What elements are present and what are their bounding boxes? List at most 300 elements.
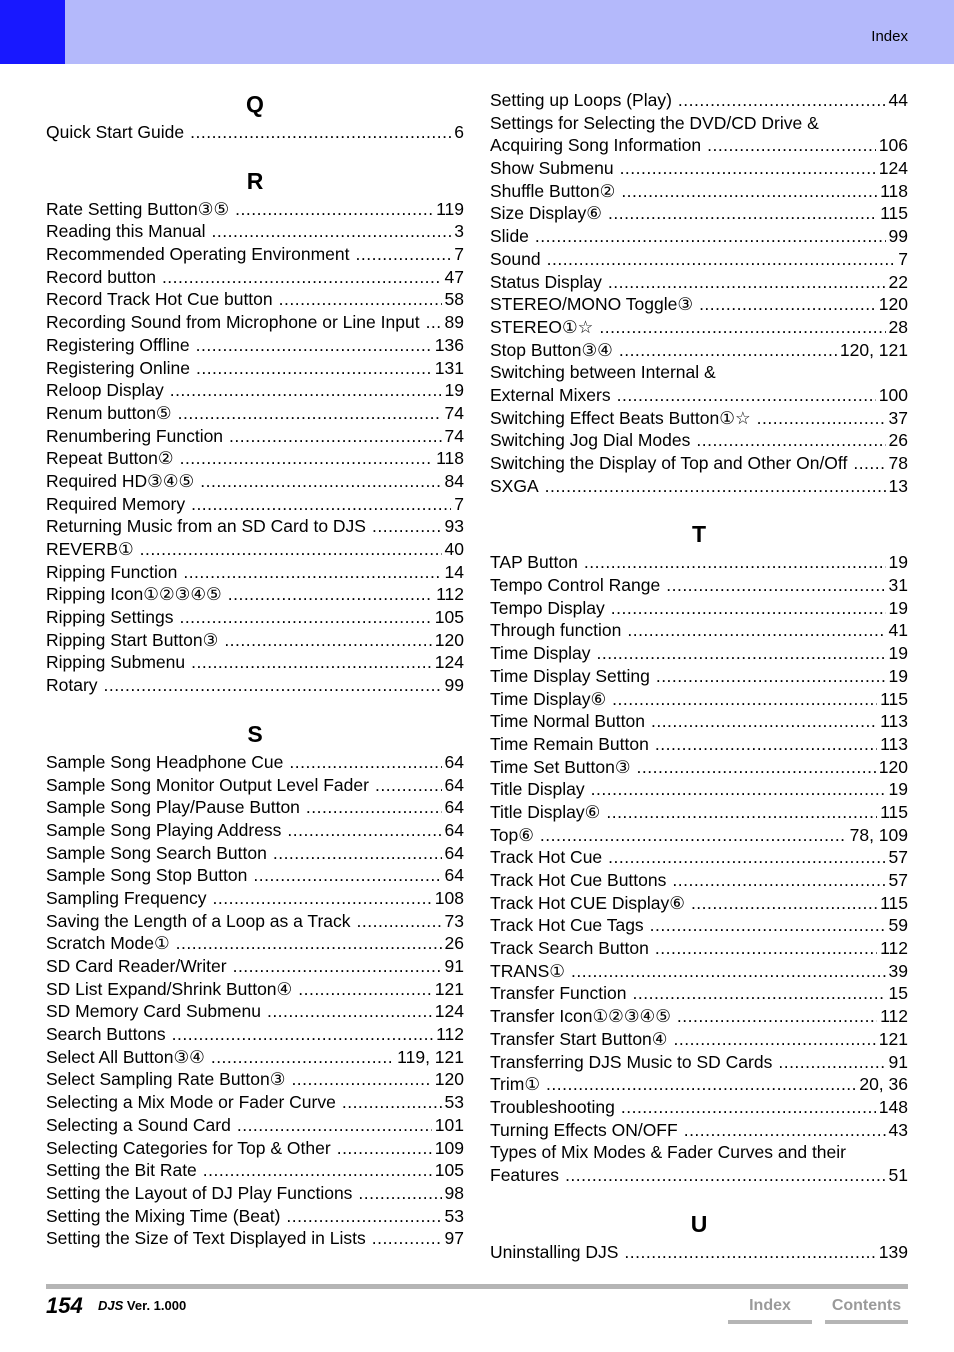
index-entry[interactable] [46, 425, 464, 448]
entry-page[interactable]: 40 [444, 539, 464, 559]
entry-term: Troubleshooting [490, 1096, 615, 1117]
dot-leader [358, 1182, 441, 1205]
index-entry[interactable] [46, 561, 464, 584]
entry-page[interactable]: 22 [888, 271, 908, 292]
entry-page[interactable]: 112 [880, 1006, 908, 1027]
entry-page[interactable]: 64 [444, 774, 464, 795]
entry-page[interactable]: 64 [444, 865, 464, 886]
entry-page[interactable]: 106 [878, 135, 908, 156]
entry-term: Selecting a Mix Mode or Fader Curve [46, 1092, 336, 1113]
index-entry[interactable] [46, 1205, 464, 1228]
entry-page[interactable]: 109 [434, 1137, 464, 1158]
dot-leader [237, 1114, 432, 1137]
dot-leader [279, 288, 442, 311]
dot-leader [672, 869, 885, 892]
entry-page[interactable]: 131 [434, 357, 464, 378]
entry-term: Stop Button③④ [490, 339, 613, 360]
dot-leader [196, 334, 432, 357]
entry-page[interactable]: 124 [434, 652, 464, 673]
index-entry[interactable] [490, 960, 908, 983]
entry-term: Time Display [490, 643, 591, 664]
entry-page[interactable]: 41 [888, 620, 908, 641]
entry-page[interactable]: 73 [444, 910, 464, 931]
dot-leader [191, 493, 451, 516]
entry-term: Status Display [490, 271, 602, 292]
index-entry[interactable] [46, 629, 464, 652]
index-entry[interactable] [490, 157, 908, 180]
entry-term: Time Set Button③ [490, 756, 631, 777]
entry-term: STEREO/MONO Toggle③ [490, 294, 694, 315]
dot-leader [191, 651, 432, 674]
version-label: Ver. 1.000 [126, 1298, 187, 1313]
entry-page[interactable]: 112 [436, 584, 464, 605]
dot-leader [699, 293, 876, 316]
entry-page[interactable]: 78 [888, 453, 908, 473]
entry-page[interactable]: 91 [444, 956, 464, 976]
entry-term: Renumbering Function [46, 425, 224, 446]
index-entry[interactable] [46, 819, 464, 842]
entry-page[interactable]: 26 [888, 430, 908, 451]
entry-page[interactable]: 19 [888, 597, 908, 618]
index-entry[interactable] [490, 429, 908, 452]
entry-page[interactable]: 118 [880, 180, 908, 201]
entry-term: Title Display [490, 779, 585, 800]
index-entry[interactable] [46, 583, 464, 606]
dot-leader [357, 910, 442, 933]
index-entry[interactable] [46, 796, 464, 819]
index-entry[interactable] [46, 220, 464, 243]
index-entry[interactable] [46, 1182, 464, 1205]
index-entry[interactable] [490, 271, 908, 294]
index-entry[interactable] [490, 361, 908, 384]
index-entry[interactable] [46, 674, 464, 697]
entry-term: Sample Song Play/Pause Button [46, 797, 300, 818]
entry-term: Selecting a Sound Card [46, 1114, 231, 1135]
entry-term: Renum button⑤ [46, 402, 172, 423]
entry-page[interactable]: 31 [888, 575, 908, 596]
entry-page[interactable]: 119, 121 [397, 1046, 464, 1067]
index-entry[interactable] [490, 1096, 908, 1119]
index-entry[interactable] [490, 1241, 908, 1264]
entry-term: Ripping Icon①②③④⑤ [46, 584, 222, 605]
dot-leader [571, 960, 886, 983]
entry-page[interactable]: 19 [444, 380, 464, 401]
entry-term: Quick Start Guide [46, 122, 185, 142]
entry-term: Tempo Control Range [490, 575, 661, 596]
index-entry[interactable] [46, 447, 464, 470]
entry-page[interactable]: 57 [888, 870, 908, 890]
index-entry[interactable] [490, 475, 908, 498]
entry-page[interactable]: 13 [888, 475, 908, 496]
dot-leader [235, 198, 433, 221]
entry-page[interactable]: 148 [878, 1096, 908, 1117]
dot-leader [540, 824, 847, 847]
entry-page[interactable]: 115 [880, 203, 908, 224]
entry-page[interactable]: 78, 109 [849, 824, 908, 845]
dot-leader [426, 311, 442, 334]
index-entry[interactable] [490, 914, 908, 937]
index-entry[interactable] [490, 248, 908, 271]
entry-term: Track Hot CUE Display⑥ [490, 892, 685, 913]
index-entry[interactable] [46, 1227, 464, 1250]
entry-page[interactable]: 19 [888, 779, 908, 800]
entry-term: Shuffle Button② [490, 180, 616, 201]
index-entry[interactable] [46, 288, 464, 311]
index-entry[interactable] [46, 402, 464, 425]
entry-page[interactable]: 7 [454, 244, 464, 265]
entry-page[interactable]: 124 [878, 158, 908, 179]
entry-page[interactable]: 113 [880, 711, 908, 732]
entry-page[interactable]: 93 [444, 516, 464, 537]
dot-leader [213, 887, 432, 910]
dot-leader [178, 402, 442, 425]
entry-term: Sound [490, 248, 541, 269]
dot-leader [170, 379, 442, 402]
dot-leader [267, 1000, 432, 1023]
dot-leader [673, 1028, 875, 1051]
entry-page[interactable]: 58 [444, 289, 464, 310]
entry-page[interactable]: 19 [888, 643, 908, 664]
index-entry[interactable] [490, 574, 908, 597]
entry-page[interactable]: 51 [888, 1164, 908, 1185]
entry-page[interactable]: 108 [434, 887, 464, 908]
index-entry[interactable] [490, 1119, 908, 1142]
index-entry[interactable] [46, 774, 464, 797]
index-entry[interactable] [490, 642, 908, 665]
index-entry[interactable] [46, 910, 464, 933]
dot-leader [651, 710, 877, 733]
index-entry[interactable] [46, 493, 464, 516]
entry-page[interactable]: 101 [434, 1114, 464, 1135]
dot-leader [584, 551, 886, 574]
entry-page[interactable]: 6 [454, 122, 464, 142]
entry-term: Switching Effect Beats Button①☆ [490, 407, 751, 428]
index-entry[interactable] [46, 1023, 464, 1046]
dot-leader [757, 407, 886, 430]
index-entry[interactable] [46, 311, 464, 334]
entry-term: Slide [490, 226, 529, 247]
header-color-block [0, 0, 65, 64]
entry-term: Sample Song Search Button [46, 842, 267, 863]
dot-leader [684, 1119, 886, 1142]
index-entry[interactable] [490, 1051, 908, 1074]
index-entry[interactable] [490, 112, 908, 135]
entry-page[interactable]: 64 [444, 842, 464, 863]
entry-term: Types of Mix Modes & Fader Curves and their [490, 1142, 846, 1163]
entry-term: Recording Sound from Microphone or Line Input [46, 312, 420, 333]
index-entry[interactable] [46, 842, 464, 865]
dot-leader [375, 774, 442, 797]
entry-page[interactable]: 14 [444, 561, 464, 582]
entry-page[interactable]: 98 [444, 1182, 464, 1203]
entry-term: Title Display⑥ [490, 801, 601, 822]
dot-leader [104, 674, 442, 697]
entry-page[interactable]: 39 [888, 960, 908, 981]
dot-leader [306, 796, 442, 819]
entry-page[interactable]: 53 [444, 1092, 464, 1113]
entry-page[interactable]: 120 [878, 294, 908, 315]
dot-leader [372, 1227, 442, 1250]
index-entry[interactable] [490, 824, 908, 847]
index-entry[interactable] [490, 665, 908, 688]
index-entry[interactable] [46, 357, 464, 380]
index-entry[interactable] [490, 869, 908, 892]
entry-page[interactable]: 139 [878, 1241, 908, 1262]
entry-page[interactable]: 20, 36 [859, 1074, 908, 1095]
dot-leader [778, 1051, 885, 1074]
entry-page[interactable]: 64 [444, 819, 464, 840]
entry-page[interactable]: 64 [444, 797, 464, 818]
entry-term: STEREO①☆ [490, 316, 594, 337]
entry-term: Setting the Bit Rate [46, 1160, 197, 1181]
index-entry[interactable] [46, 470, 464, 493]
entry-page[interactable]: 115 [880, 801, 908, 822]
dot-leader [621, 180, 877, 203]
entry-term: Setting the Mixing Time (Beat) [46, 1205, 281, 1226]
entry-page[interactable]: 121 [878, 1028, 908, 1049]
entry-page[interactable]: 121 [434, 978, 464, 999]
dot-leader [289, 751, 441, 774]
index-entry[interactable] [490, 801, 908, 824]
dot-leader [140, 538, 442, 561]
dot-leader [608, 846, 885, 869]
index-entry[interactable] [46, 266, 464, 289]
entry-page[interactable]: 57 [888, 847, 908, 868]
entry-term: Setting the Layout of DJ Play Functions [46, 1182, 353, 1203]
header-section-label: Index [871, 28, 908, 45]
index-entry[interactable] [46, 606, 464, 629]
index-entry[interactable] [46, 651, 464, 674]
entry-page[interactable]: 89 [444, 312, 464, 333]
entry-term: Registering Offline [46, 334, 190, 355]
dot-leader [229, 425, 441, 448]
entry-page[interactable]: 120 [878, 756, 908, 777]
index-entry[interactable] [46, 1137, 464, 1160]
index-entry[interactable] [490, 225, 908, 248]
index-entry[interactable] [46, 1091, 464, 1114]
entry-page[interactable]: 26 [444, 933, 464, 954]
entry-page[interactable]: 7 [454, 493, 464, 514]
entry-term: Sampling Frequency [46, 887, 207, 908]
dot-leader [624, 1241, 875, 1264]
entry-term: Features [490, 1164, 560, 1185]
index-entry[interactable] [490, 1164, 908, 1187]
product-version [98, 1298, 186, 1313]
entry-page[interactable]: 19 [888, 552, 908, 573]
entry-term: TRANS① [490, 960, 565, 981]
index-entry[interactable] [490, 982, 908, 1005]
entry-page[interactable]: 3 [454, 221, 464, 242]
entry-page[interactable]: 97 [444, 1228, 464, 1249]
entry-page[interactable]: 105 [434, 1160, 464, 1181]
entry-page[interactable]: 118 [436, 448, 464, 469]
dot-leader [627, 619, 885, 642]
index-entry[interactable] [46, 1114, 464, 1137]
index-entry[interactable] [46, 864, 464, 887]
index-entry[interactable] [490, 937, 908, 960]
dot-leader [233, 955, 442, 978]
entry-term: Setting the Size of Text Displayed in Lists [46, 1228, 366, 1249]
index-entry[interactable] [46, 932, 464, 955]
index-entry[interactable] [490, 756, 908, 779]
entry-page[interactable]: 15 [888, 983, 908, 1004]
index-entry[interactable] [490, 710, 908, 733]
index-entry[interactable] [46, 198, 464, 221]
index-entry[interactable] [490, 1073, 908, 1096]
entry-term: Settings for Selecting the DVD/CD Drive & [490, 112, 819, 133]
entry-term: Rotary [46, 675, 98, 696]
index-entry[interactable] [490, 1005, 908, 1028]
entry-page[interactable]: 91 [888, 1051, 908, 1072]
index-entry[interactable] [490, 846, 908, 869]
dot-leader [599, 316, 885, 339]
index-entry[interactable] [490, 1141, 908, 1164]
entry-page[interactable]: 112 [436, 1024, 464, 1045]
index-entry[interactable] [490, 384, 908, 407]
entry-term: Ripping Function [46, 561, 178, 582]
index-entry[interactable] [490, 892, 908, 915]
entry-term: Track Hot Cue Tags [490, 915, 644, 936]
index-entry[interactable] [490, 339, 908, 362]
entry-page[interactable]: 99 [444, 675, 464, 696]
dot-leader [535, 225, 886, 248]
entry-term: REVERB① [46, 539, 134, 559]
entry-page[interactable]: 113 [880, 733, 908, 754]
dot-leader [337, 1137, 432, 1160]
entry-page[interactable]: 100 [878, 384, 908, 405]
dot-leader [596, 642, 885, 665]
entry-term: Trim① [490, 1074, 541, 1095]
entry-term: Ripping Settings [46, 607, 174, 628]
entry-page[interactable]: 120, 121 [839, 339, 908, 360]
entry-term: Required Memory [46, 493, 186, 514]
dot-leader [190, 121, 451, 144]
entry-page[interactable]: 53 [444, 1205, 464, 1226]
dot-leader [162, 266, 442, 289]
index-entry[interactable] [490, 202, 908, 225]
entry-page[interactable]: 124 [434, 1001, 464, 1022]
index-entry[interactable] [46, 121, 464, 144]
entry-term: Select All Button③④ [46, 1046, 205, 1067]
index-entry[interactable] [490, 293, 908, 316]
entry-page[interactable]: 120 [434, 1069, 464, 1090]
index-entry[interactable] [46, 978, 464, 1001]
entry-term: Rate Setting Button③⑤ [46, 198, 230, 219]
contents-button[interactable]: Contents [825, 1294, 908, 1324]
entry-page[interactable]: 112 [880, 938, 908, 959]
entry-term: Switching between Internal & [490, 362, 716, 383]
entry-term: TAP Button [490, 552, 578, 573]
entry-page[interactable]: 74 [444, 425, 464, 446]
dot-leader [212, 220, 452, 243]
entry-term: Registering Online [46, 357, 190, 378]
entry-page[interactable]: 120 [434, 629, 464, 650]
index-button[interactable]: Index [728, 1294, 812, 1324]
entry-page[interactable]: 44 [888, 90, 908, 110]
index-entry[interactable] [490, 134, 908, 157]
index-entry[interactable] [46, 334, 464, 357]
entry-page[interactable]: 7 [898, 248, 908, 269]
index-entry[interactable] [490, 688, 908, 711]
dot-leader [180, 447, 434, 470]
index-entry[interactable] [46, 243, 464, 266]
entry-term: Sample Song Monitor Output Level Fader [46, 774, 369, 795]
index-entry[interactable] [490, 597, 908, 620]
index-entry[interactable] [490, 551, 908, 574]
index-entry[interactable] [46, 1159, 464, 1182]
entry-term: Reading this Manual [46, 221, 206, 242]
entry-term: Search Buttons [46, 1024, 166, 1045]
entry-term: Through function [490, 620, 622, 641]
entry-page[interactable]: 37 [888, 407, 908, 428]
entry-page[interactable]: 28 [888, 316, 908, 337]
dot-leader [608, 202, 877, 225]
entry-page[interactable]: 99 [888, 226, 908, 247]
index-entry[interactable] [490, 778, 908, 801]
entry-term: Uninstalling DJS [490, 1241, 619, 1262]
index-entry[interactable] [490, 619, 908, 642]
entry-term: Ripping Submenu [46, 652, 186, 673]
index-entry[interactable] [46, 379, 464, 402]
section-letter: U [690, 1210, 708, 1237]
entry-term: Transferring DJS Music to SD Cards [490, 1051, 773, 1072]
index-entry[interactable] [46, 1046, 464, 1069]
entry-term: SD Memory Card Submenu [46, 1001, 261, 1022]
entry-term: Time Display Setting [490, 665, 650, 686]
index-entry[interactable] [46, 887, 464, 910]
dot-leader [591, 778, 886, 801]
index-entry[interactable] [490, 452, 908, 475]
index-entry[interactable] [46, 515, 464, 538]
dot-leader [545, 475, 886, 498]
entry-page[interactable]: 19 [888, 665, 908, 686]
page-header [0, 0, 954, 64]
entry-term: Track Hot Cue Buttons [490, 870, 667, 890]
entry-page[interactable]: 115 [880, 688, 908, 709]
dot-leader [372, 515, 442, 538]
index-entry[interactable] [46, 1000, 464, 1023]
entry-term: Selecting Categories for Top & Other [46, 1137, 331, 1158]
entry-page[interactable]: 119 [436, 198, 464, 219]
index-entry[interactable] [46, 955, 464, 978]
index-entry[interactable] [490, 89, 908, 112]
entry-term: Time Display⑥ [490, 688, 607, 709]
entry-term: Acquiring Song Information [490, 135, 702, 156]
entry-page[interactable]: 64 [444, 751, 464, 772]
index-entry[interactable] [46, 538, 464, 561]
entry-page[interactable]: 59 [888, 915, 908, 936]
index-entry[interactable] [490, 180, 908, 203]
index-entry[interactable] [490, 1028, 908, 1051]
index-entry[interactable] [46, 1068, 464, 1091]
dot-leader [620, 157, 876, 180]
index-entry[interactable] [490, 316, 908, 339]
entry-term: Top⑥ [490, 824, 534, 845]
entry-page[interactable]: 84 [444, 470, 464, 491]
entry-page[interactable]: 74 [444, 402, 464, 423]
index-entry[interactable] [490, 407, 908, 430]
entry-page[interactable]: 105 [434, 607, 464, 628]
index-entry[interactable] [46, 751, 464, 774]
entry-term: Turning Effects ON/OFF [490, 1119, 678, 1140]
entry-page[interactable]: 115 [880, 892, 908, 913]
section-letter: Q [246, 91, 264, 117]
entry-page[interactable]: 47 [444, 266, 464, 287]
entry-page[interactable]: 43 [888, 1119, 908, 1140]
entry-term: Repeat Button② [46, 448, 174, 469]
entry-page[interactable]: 136 [434, 334, 464, 355]
index-entry[interactable] [490, 733, 908, 756]
